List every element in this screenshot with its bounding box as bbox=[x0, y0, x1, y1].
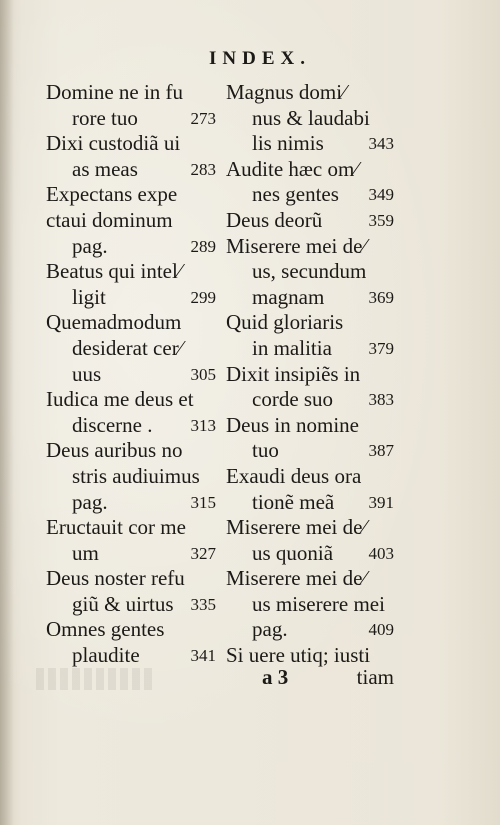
index-entry-text: Beatus qui intel⁄ bbox=[46, 259, 182, 284]
index-entry-line bbox=[226, 131, 394, 157]
index-entry-text: nes gentes bbox=[252, 182, 339, 207]
index-entry-text: nus & laudabi bbox=[252, 105, 370, 130]
index-entry-text: Miserere mei de⁄ bbox=[226, 515, 366, 540]
index-entry-text: Audite hæc om⁄ bbox=[226, 156, 358, 181]
index-entry-text: tuo bbox=[252, 438, 279, 463]
index-page-number: 391 bbox=[368, 492, 394, 512]
index-entry-text: in malitia bbox=[252, 335, 332, 360]
index-entry-line bbox=[46, 541, 216, 567]
index-entry-text: Deus in nomine bbox=[226, 412, 359, 437]
index-entry-line bbox=[226, 285, 394, 311]
index-entry-text: Deus noster refu bbox=[46, 566, 185, 591]
index-page-number: 315 bbox=[190, 492, 216, 512]
index-entry-line bbox=[226, 234, 394, 260]
index-entry-text: Miserere mei de⁄ bbox=[226, 566, 366, 591]
index-entry-text: uus bbox=[72, 361, 102, 386]
index-entry-text: Quemadmodum bbox=[46, 310, 182, 335]
catchword: tiam bbox=[356, 665, 394, 689]
index-page-number: 305 bbox=[190, 364, 216, 384]
index-entry-line bbox=[226, 310, 394, 336]
index-entry-line bbox=[226, 541, 394, 567]
index-column-right bbox=[226, 80, 394, 669]
bleed-through-text bbox=[36, 668, 156, 690]
index-page-number: 369 bbox=[368, 287, 394, 307]
index-entry-line bbox=[46, 464, 216, 490]
index-entry-text: desiderat cer⁄ bbox=[72, 335, 183, 360]
page-title: INDEX. bbox=[209, 48, 311, 69]
index-entry-line bbox=[46, 285, 216, 311]
index-entry-text: Iudica me deus et bbox=[46, 387, 194, 412]
index-entry-text: ligit bbox=[72, 284, 106, 309]
index-entry-line bbox=[46, 413, 216, 439]
index-entry-line bbox=[226, 438, 394, 464]
index-entry-line bbox=[226, 259, 394, 285]
index-entry-line bbox=[46, 310, 216, 336]
index-entry-line bbox=[226, 515, 394, 541]
index-entry-text: Exaudi deus ora bbox=[226, 463, 362, 488]
index-entry-line bbox=[46, 157, 216, 183]
index-entry-text: us miserere mei bbox=[252, 591, 385, 616]
index-page-number: 379 bbox=[368, 338, 394, 358]
index-page-number: 283 bbox=[190, 159, 216, 179]
index-entry-text: Domine ne in fu bbox=[46, 80, 184, 104]
index-entry-text: ctaui dominum bbox=[46, 207, 173, 232]
index-entry-text: Expectans expe bbox=[46, 182, 178, 207]
index-entry-line bbox=[226, 490, 394, 516]
index-page-number: 349 bbox=[368, 185, 394, 205]
index-entry-text: Deus auribus no bbox=[46, 438, 183, 463]
index-entry-text: us, secundum bbox=[252, 259, 367, 284]
index-entry-text: as meas bbox=[72, 156, 138, 181]
index-entry-text: plaudite bbox=[72, 643, 140, 668]
gutter-shadow bbox=[0, 0, 14, 825]
index-entry-line bbox=[46, 259, 216, 285]
index-entry-text: Eructauit cor me bbox=[46, 515, 186, 540]
index-entry-line bbox=[226, 182, 394, 208]
index-entry-text: Dixi custodiã ui bbox=[46, 131, 181, 156]
index-entry-text: um bbox=[72, 540, 99, 565]
index-entry-text: rore tuo bbox=[72, 105, 138, 130]
index-entry-text: Miserere mei de⁄ bbox=[226, 233, 366, 258]
index-page-number: 343 bbox=[368, 134, 394, 154]
index-entry-text: discerne . bbox=[72, 412, 153, 437]
index-entry-line bbox=[46, 566, 216, 592]
index-column-left bbox=[46, 80, 216, 669]
index-entry-text: us quoniã bbox=[252, 540, 334, 565]
index-page-number: 273 bbox=[190, 108, 216, 128]
index-entry-line bbox=[46, 515, 216, 541]
index-entry-line bbox=[226, 80, 394, 106]
index-entry-text: Magnus domi⁄ bbox=[226, 80, 346, 104]
index-entry-text: lis nimis bbox=[252, 131, 324, 156]
index-entry-line bbox=[226, 592, 394, 618]
index-entry-text: tionẽ meã bbox=[252, 489, 335, 514]
index-entry-line bbox=[46, 438, 216, 464]
index-entry-line bbox=[46, 106, 216, 132]
index-entry-line bbox=[226, 617, 394, 643]
index-entry-line bbox=[226, 106, 394, 132]
index-entry-line bbox=[46, 490, 216, 516]
index-page-number: 403 bbox=[368, 543, 394, 563]
index-page-number: 335 bbox=[190, 594, 216, 614]
index-entry-text: stris audiuimus bbox=[72, 463, 200, 488]
index-entry-line bbox=[226, 157, 394, 183]
page-footer bbox=[226, 664, 394, 690]
index-entry-text: pag. bbox=[72, 489, 108, 514]
index-entry-text: pag. bbox=[72, 233, 108, 258]
index-entry-line bbox=[46, 131, 216, 157]
index-entry-line bbox=[46, 362, 216, 388]
index-page-number: 327 bbox=[190, 543, 216, 563]
page-header bbox=[0, 48, 500, 70]
index-page-number: 313 bbox=[190, 415, 216, 435]
index-entry-line bbox=[46, 387, 216, 413]
index-page-number: 299 bbox=[190, 287, 216, 307]
index-entry-line bbox=[46, 592, 216, 618]
index-entry-line bbox=[46, 336, 216, 362]
index-entry-line bbox=[46, 80, 216, 106]
index-entry-line bbox=[226, 387, 394, 413]
index-entry-line bbox=[46, 643, 216, 669]
index-entry-text: Deus deorũ bbox=[226, 207, 323, 232]
index-entry-text: Dixit insipiẽs in bbox=[226, 361, 361, 386]
index-page-number: 409 bbox=[368, 620, 394, 640]
signature-mark: a 3 bbox=[262, 665, 289, 689]
index-entry-line bbox=[46, 234, 216, 260]
index-entry-text: Omnes gentes bbox=[46, 617, 165, 642]
index-entry-line bbox=[46, 208, 216, 234]
index-page-number: 359 bbox=[368, 210, 394, 230]
index-entry-line bbox=[226, 464, 394, 490]
index-entry-text: Si uere utiq; iusti bbox=[226, 643, 371, 668]
index-entry-line bbox=[226, 336, 394, 362]
index-entry-text: giũ & uirtus bbox=[72, 591, 174, 616]
index-entry-line bbox=[46, 182, 216, 208]
index-entry-line bbox=[226, 208, 394, 234]
index-entry-text: corde suo bbox=[252, 387, 334, 412]
index-entry-line bbox=[46, 617, 216, 643]
index-entry-line bbox=[226, 362, 394, 388]
index-page-number: 341 bbox=[190, 646, 216, 666]
index-page-number: 383 bbox=[368, 390, 394, 410]
index-entry-text: magnam bbox=[252, 284, 325, 309]
index-page-number: 289 bbox=[190, 236, 216, 256]
index-page-number: 387 bbox=[368, 441, 394, 461]
index-entry-line bbox=[226, 413, 394, 439]
index-entry-text: pag. bbox=[252, 617, 288, 642]
index-entry-line bbox=[226, 566, 394, 592]
index-entry-text: Quid gloriaris bbox=[226, 310, 344, 335]
